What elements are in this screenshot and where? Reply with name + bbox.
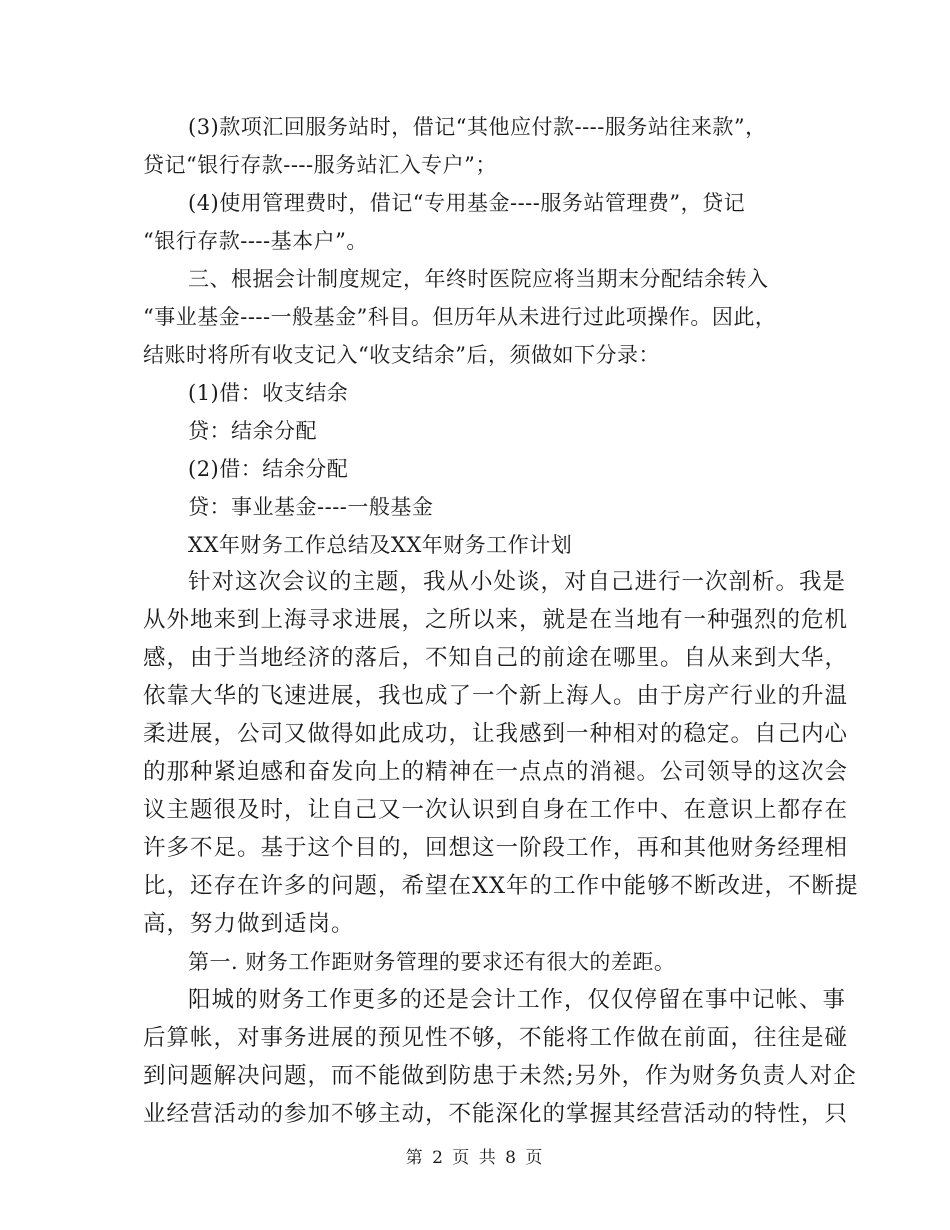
text-line: 后算帐，对事务进展的预见性不够，不能将工作做在前面，往往是碰 <box>143 1025 849 1051</box>
text-line: “事业基金----一般基金”科目。但历年从未进行过此项操作。因此， <box>143 305 777 329</box>
text-line: 到问题解决问题，而不能做到防患于未然;另外，作为财务负责人对企 <box>143 1063 857 1089</box>
text-line: 阳城的财务工作更多的还是会计工作，仅仅停留在事中记帐、事 <box>188 987 847 1013</box>
text-line: 感，由于当地经济的落后，不知自己的前途在哪里。自从来到大华， <box>143 645 849 671</box>
text-line: (3)款项汇回服务站时，借记“其他应付款----服务站往来款”， <box>188 115 767 139</box>
text-line: 针对这次会议的主题，我从小处谈，对自己进行一次剖析。我是 <box>188 569 847 595</box>
text-line: 柔进展，公司又做得如此成功，让我感到一种相对的稳定。自己内心 <box>143 721 849 747</box>
text-line: 贷：事业基金----一般基金 <box>188 495 434 519</box>
page-number-footer: 第 2 页 共 8 页 <box>405 1148 545 1168</box>
text-line: 贷：结余分配 <box>188 419 317 443</box>
text-line: (4)使用管理费时，借记“专用基金----服务站管理费”，贷记 <box>188 191 746 215</box>
text-line: 从外地来到上海寻求进展，之所以来，就是在当地有一种强烈的危机 <box>143 607 849 633</box>
text-line: 业经营活动的参加不够主动，不能深化的掌握其经营活动的特性，只 <box>143 1101 849 1127</box>
text-line: “银行存款----基本户”。 <box>143 229 368 253</box>
text-line: 高，努力做到适岗。 <box>143 911 355 937</box>
text-line: 结账时将所有收支记入“收支结余”后，须做如下分录： <box>143 343 660 367</box>
section-heading: 第一. 财务工作距财务管理的要求还有很大的差距。 <box>188 950 676 974</box>
text-line: 比，还存在许多的问题，希望在XX年的工作中能够不断改进，不断提 <box>143 873 859 899</box>
section-title: XX年财务工作总结及XX年财务工作计划 <box>188 533 573 557</box>
text-line: 贷记“银行存款----服务站汇入专户”； <box>143 153 497 177</box>
text-line: (2)借：结余分配 <box>188 457 349 481</box>
text-line: 依靠大华的飞速进展，我也成了一个新上海人。由于房产行业的升温 <box>143 683 849 709</box>
text-line: 的那种紧迫感和奋发向上的精神在一点点的消褪。公司领导的这次会 <box>143 759 849 785</box>
text-line: (1)借：收支结余 <box>188 381 349 405</box>
text-line: 三、根据会计制度规定，年终时医院应将当期末分配结余转入 <box>188 267 769 291</box>
text-line: 许多不足。基于这个目的，回想这一阶段工作，再和其他财务经理相 <box>143 835 849 861</box>
text-line: 议主题很及时，让自己又一次认识到自身在工作中、在意识上都存在 <box>143 797 849 823</box>
